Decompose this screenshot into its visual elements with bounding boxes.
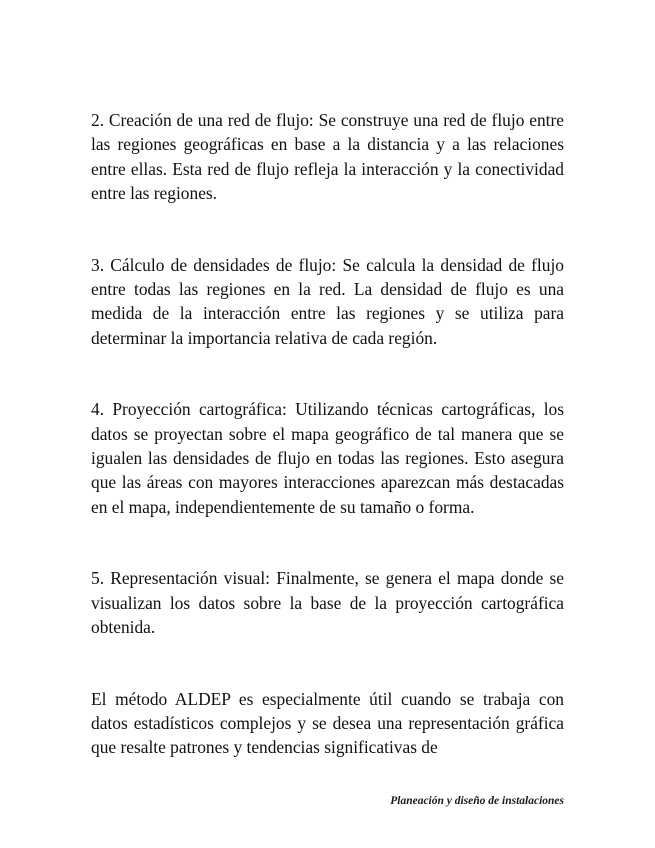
- paragraph-aldep-summary: El método ALDEP es especialmente útil cuando se trabaja con datos estadísticos complejos y se desea una representación gráfica que resalte patrones y tendencias significativas de: [91, 688, 564, 758]
- paragraph-step-3: 3. Cálculo de densidades de flujo: Se calcula la densidad de flujo entre todas las regiones en la red. La densidad de flujo es una medida de la interacción entre las regiones y se utiliza para determinar la importancia relativa de cada región.: [91, 254, 564, 348]
- paragraph-step-5: 5. Representación visual: Finalmente, se genera el mapa donde se visualizan los datos sobre la base de la proyección cartográfica obtenida.: [91, 568, 564, 638]
- document-body: [91, 108, 564, 760]
- paragraph-step-2: 2. Creación de una red de flujo: Se construye una red de flujo entre las regiones geográficas en base a la distancia y a las relaciones entre ellas. Esta red de flujo refleja la interacción y la conectividad entre las regiones.: [91, 110, 564, 204]
- page-footer-running-title: Planeación y diseño de instalaciones: [390, 795, 564, 807]
- paragraph-step-4: 4. Proyección cartográfica: Utilizando técnicas cartográficas, los datos se proyectan sobre el mapa geográfico de tal manera que se igualen las densidades de flujo en todas las regiones. Esto asegura que las áreas con mayores interacciones aparezcan más destacadas en el mapa, independientemente de su tamaño o forma.: [91, 399, 564, 517]
